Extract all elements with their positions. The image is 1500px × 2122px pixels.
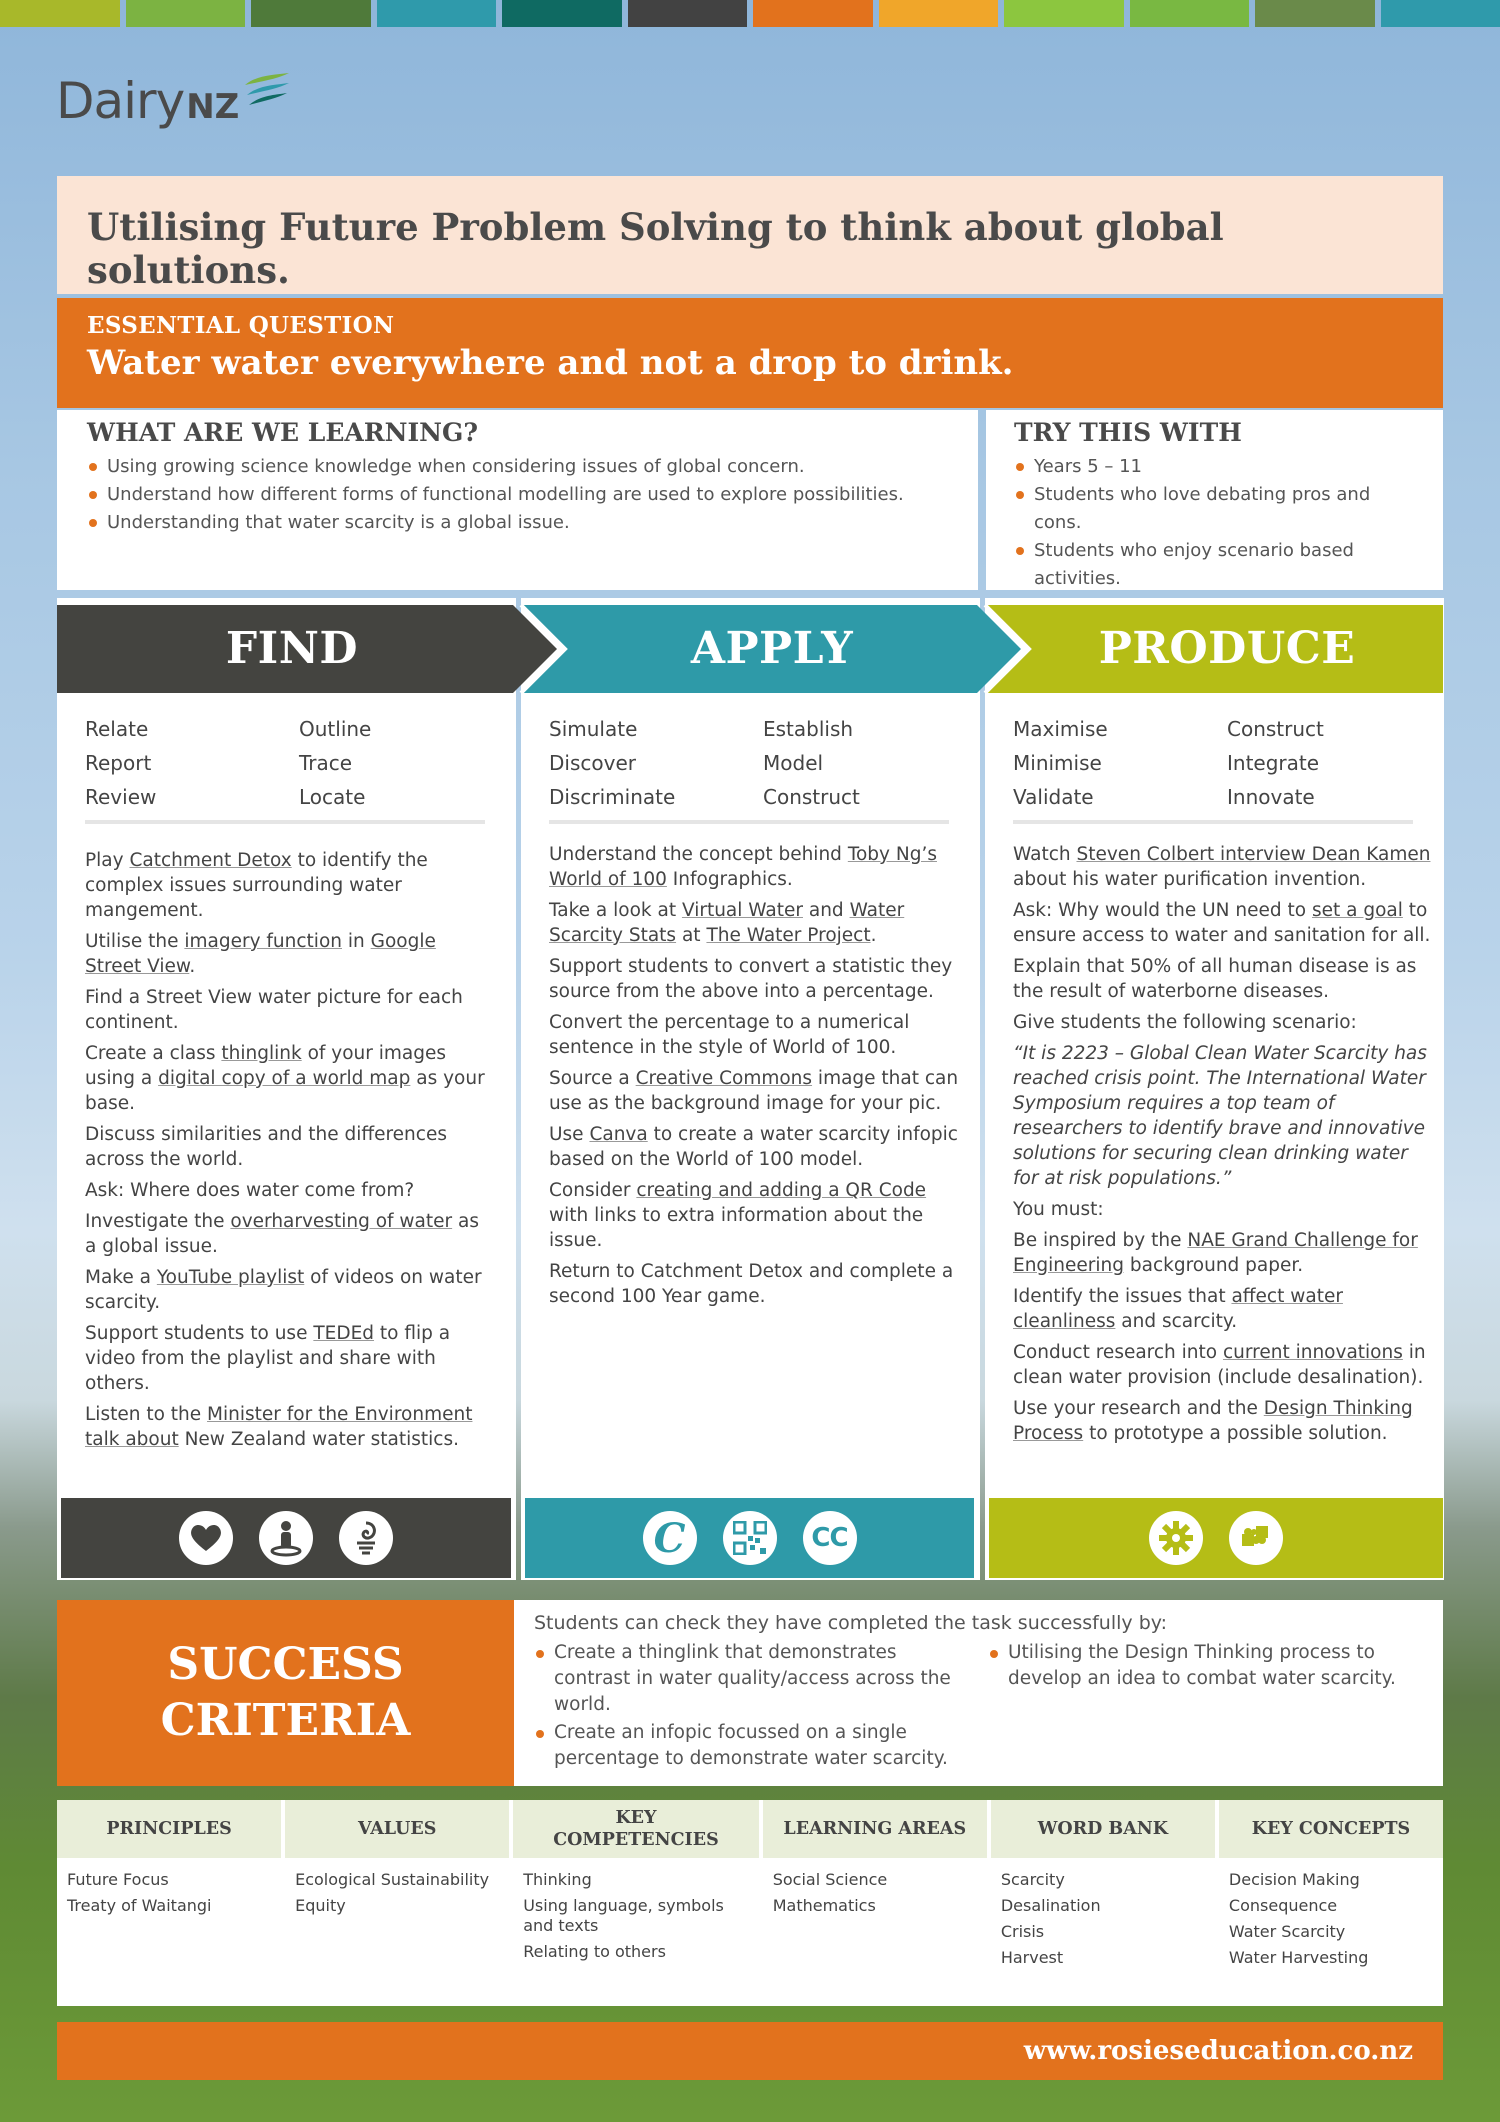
activity bbox=[1013, 1396, 1433, 1446]
strip-segment bbox=[377, 0, 497, 27]
verb: Report bbox=[85, 751, 152, 775]
puzzle-icon[interactable] bbox=[1229, 1511, 1283, 1565]
resource-link[interactable]: affect water cleanliness bbox=[1013, 1286, 1343, 1332]
verb: Integrate bbox=[1227, 751, 1320, 775]
activity-text: Play bbox=[85, 850, 130, 871]
resource-link[interactable]: overharvesting of water bbox=[230, 1211, 453, 1232]
strip-segment bbox=[1004, 0, 1124, 27]
list-item: Create a thinglink that demonstrates contrast in water quality/access across the world. bbox=[534, 1640, 964, 1718]
strip-segment bbox=[628, 0, 748, 27]
activity-text: Convert the percentage to a numerical sentence in the style of World of 100. bbox=[549, 1012, 910, 1058]
resource-link[interactable]: NAE Grand Challenge for Engineering bbox=[1013, 1230, 1418, 1276]
activity-text: You must: bbox=[1013, 1199, 1104, 1220]
activity bbox=[549, 898, 959, 948]
table-header: PRINCIPLES bbox=[57, 1800, 281, 1858]
verb: Review bbox=[85, 785, 157, 809]
activity bbox=[1013, 1197, 1433, 1222]
activity bbox=[1013, 842, 1433, 892]
verb: Maximise bbox=[1013, 717, 1108, 741]
activity-text: Return to Catchment Detox and complete a second 100 Year game. bbox=[549, 1261, 954, 1307]
resource-link[interactable]: Steven Colbert interview Dean Kamen bbox=[1076, 844, 1431, 865]
verb: Outline bbox=[299, 717, 372, 741]
verb: Minimise bbox=[1013, 751, 1102, 775]
activity-text: and scarcity. bbox=[1115, 1311, 1238, 1332]
list-item: Understanding that water scarcity is a global issue. bbox=[87, 509, 948, 537]
activity-text: “It is 2223 – Global Clean Water Scarcity has reached crisis point. The International Water Symposium requires a top team of researchers to identify brave and innovative solutions for securing clean drinking water for at risk populations.” bbox=[1013, 1043, 1427, 1189]
produce-label: PRODUCE bbox=[1098, 623, 1356, 674]
table-cell: Consequence bbox=[1228, 1896, 1338, 1915]
activity-text: Support students to convert a statistic they source from the above into a percentage. bbox=[549, 956, 953, 1002]
activity bbox=[85, 1041, 495, 1116]
find-label: FIND bbox=[225, 623, 359, 674]
activity-text: and bbox=[802, 900, 850, 921]
resource-link[interactable]: Toby Ng’s World of 100 bbox=[549, 844, 937, 890]
table-header: KEY CONCEPTS bbox=[1219, 1800, 1443, 1858]
activity bbox=[549, 1259, 959, 1309]
activity-text: Consider bbox=[549, 1180, 637, 1201]
strip-segment bbox=[753, 0, 873, 27]
activity-text: Understand the concept behind bbox=[549, 844, 848, 865]
table-cell: Water Harvesting bbox=[1228, 1948, 1369, 1967]
activity-text: to prototype a possible solution. bbox=[1083, 1423, 1388, 1444]
verb: Model bbox=[763, 751, 824, 775]
table-header: LEARNING AREAS bbox=[763, 1800, 987, 1858]
activity-text: to flip a video from the playlist and share with others. bbox=[85, 1323, 451, 1394]
find-icon-bar bbox=[61, 1498, 511, 1578]
table-column bbox=[1219, 1800, 1443, 2006]
activity-text: Take a look at bbox=[549, 900, 682, 921]
table-column bbox=[991, 1800, 1219, 2006]
activity bbox=[549, 1066, 959, 1116]
activity-text: Use bbox=[549, 1124, 590, 1145]
table-cell: Future Focus bbox=[67, 1870, 169, 1889]
activity bbox=[85, 1321, 495, 1396]
activity-text: Support students to use bbox=[85, 1323, 314, 1344]
find-verbs bbox=[85, 714, 485, 812]
table-cell: Scarcity bbox=[1000, 1870, 1065, 1889]
activity-text: Explain that 50% of all human disease is as the result of waterborne diseases. bbox=[1013, 956, 1417, 1002]
activity-text: with links to extra information about the issue. bbox=[549, 1205, 924, 1251]
activity bbox=[549, 1010, 959, 1060]
table-column bbox=[285, 1800, 513, 2006]
activity-text: in bbox=[342, 931, 371, 952]
activity-text: Infographics. bbox=[666, 869, 793, 890]
activity bbox=[1013, 1041, 1433, 1191]
table-cell: Harvest bbox=[1000, 1948, 1064, 1967]
activity-text: Use your research and the bbox=[1013, 1398, 1264, 1419]
activity bbox=[1013, 1284, 1433, 1334]
activity-text: to ensure access to water and sanitation for all. bbox=[1013, 900, 1431, 946]
resource-link[interactable]: set a goal bbox=[1311, 900, 1403, 921]
list-item: Utilising the Design Thinking process to develop an idea to combat water scarcity. bbox=[988, 1640, 1418, 1692]
activity-text: Discuss similarities and the differences across the world. bbox=[85, 1124, 447, 1170]
resource-link[interactable]: YouTube playlist bbox=[156, 1267, 305, 1288]
activity-text: in clean water provision (include desalination). bbox=[1013, 1342, 1426, 1388]
page-title: Utilising Future Problem Solving to think about global solutions. bbox=[87, 205, 1224, 292]
resource-link[interactable]: Water Scarcity Stats bbox=[549, 900, 905, 946]
divider bbox=[1013, 820, 1413, 824]
essential-question-label: ESSENTIAL QUESTION bbox=[87, 312, 395, 339]
strip-segment bbox=[1255, 0, 1375, 27]
produce-column bbox=[985, 598, 1444, 1580]
activity bbox=[85, 1265, 495, 1315]
person-icon[interactable] bbox=[259, 1511, 313, 1565]
table-column bbox=[513, 1800, 762, 2006]
resource-link[interactable]: creating and adding a QR Code bbox=[636, 1180, 927, 1201]
table-header: WORD BANK bbox=[991, 1800, 1215, 1858]
table-cell: Thinking bbox=[523, 1870, 592, 1889]
learning-box bbox=[57, 410, 978, 590]
table-cell: Mathematics bbox=[772, 1896, 876, 1915]
divider bbox=[549, 820, 949, 824]
logo-brand: Dairy bbox=[56, 72, 185, 130]
activity bbox=[549, 1122, 959, 1172]
list-item: Students who love debating pros and cons. bbox=[1014, 481, 1415, 537]
try-this-list bbox=[1014, 453, 1415, 593]
activity-text: as your base. bbox=[85, 1068, 485, 1114]
header bbox=[57, 176, 1443, 294]
activity-text: Ask: Why would the UN need to bbox=[1013, 900, 1312, 921]
table-header: KEY COMPETENCIES bbox=[513, 1800, 758, 1858]
strip-segment bbox=[502, 0, 622, 27]
resource-link[interactable]: Virtual Water bbox=[681, 900, 803, 921]
table-column bbox=[57, 1800, 285, 2006]
activity-text: to create a water scarcity infopic based on the World of 100 model. bbox=[549, 1124, 958, 1170]
activity-text: as a global issue. bbox=[85, 1211, 479, 1257]
apply-verbs bbox=[549, 714, 949, 812]
activity-text: of your images using a bbox=[85, 1043, 447, 1089]
success-list-right bbox=[988, 1640, 1418, 1772]
apply-column bbox=[521, 598, 980, 1580]
activity-text: Watch bbox=[1013, 844, 1077, 865]
verb: Locate bbox=[299, 785, 366, 809]
find-activities bbox=[85, 848, 495, 1458]
resource-link[interactable]: Catchment Detox bbox=[129, 850, 292, 871]
qr-code-icon[interactable] bbox=[723, 1511, 777, 1565]
activity-text: Give students the following scenario: bbox=[1013, 1012, 1357, 1033]
list-item: Using growing science knowledge when considering issues of global concern. bbox=[87, 453, 948, 481]
produce-icon-bar bbox=[989, 1498, 1443, 1578]
table-cell: Social Science bbox=[772, 1870, 888, 1889]
footer-url[interactable]: www.rosieseducation.co.nz bbox=[57, 2022, 1443, 2080]
activity-text: Investigate the bbox=[85, 1211, 231, 1232]
verb: Trace bbox=[299, 751, 353, 775]
activity-text: New Zealand water statistics. bbox=[178, 1429, 459, 1450]
strip-segment bbox=[879, 0, 999, 27]
activity bbox=[85, 848, 495, 923]
find-column bbox=[57, 598, 516, 1580]
verb: Simulate bbox=[549, 717, 638, 741]
activity bbox=[549, 842, 959, 892]
learning-list bbox=[87, 453, 948, 537]
success-list-left bbox=[534, 1640, 964, 1772]
table-cell: Water Scarcity bbox=[1228, 1922, 1346, 1941]
try-this-title: TRY THIS WITH bbox=[1014, 418, 1242, 447]
activity-text: background paper. bbox=[1124, 1255, 1304, 1276]
resource-link[interactable]: Minister for the Environment talk about bbox=[85, 1404, 473, 1450]
table-column bbox=[763, 1800, 991, 2006]
top-color-strip bbox=[0, 0, 1500, 27]
activity-text: of videos on water scarcity. bbox=[85, 1267, 482, 1313]
activity-text: Identify the issues that bbox=[1013, 1286, 1232, 1307]
activity bbox=[85, 1402, 495, 1452]
resource-link[interactable]: Creative Commons bbox=[635, 1068, 813, 1089]
resource-link[interactable]: The Water Project bbox=[706, 925, 871, 946]
apply-icon-bar bbox=[525, 1498, 974, 1578]
activity bbox=[85, 929, 495, 979]
table-cell: Equity bbox=[295, 1896, 346, 1915]
activity-text: Conduct research into bbox=[1013, 1342, 1223, 1363]
table-cell: Using language, symbols and texts bbox=[523, 1896, 724, 1935]
verb: Validate bbox=[1013, 785, 1094, 809]
activity bbox=[1013, 954, 1433, 1004]
divider bbox=[85, 820, 485, 824]
gear-icon[interactable] bbox=[1149, 1511, 1203, 1565]
activity bbox=[549, 1178, 959, 1253]
activity-text: Be inspired by the bbox=[1013, 1230, 1188, 1251]
essential-question-text: Water water everywhere and not a drop to drink. bbox=[87, 343, 1014, 383]
logo-swoosh-icon bbox=[243, 71, 291, 111]
strip-segment bbox=[0, 0, 120, 27]
essential-question bbox=[57, 298, 1443, 408]
activity bbox=[1013, 1010, 1433, 1035]
success-criteria-label bbox=[57, 1600, 514, 1786]
table-cell: Relating to others bbox=[523, 1942, 666, 1961]
table-header: VALUES bbox=[285, 1800, 509, 1858]
resource-link[interactable]: current innovations bbox=[1222, 1342, 1403, 1363]
strip-segment bbox=[1130, 0, 1250, 27]
table-cell: Decision Making bbox=[1228, 1870, 1360, 1889]
heart-icon[interactable] bbox=[179, 1511, 233, 1565]
resource-link[interactable]: thinglink bbox=[221, 1043, 302, 1064]
table-cell: Treaty of Waitangi bbox=[67, 1896, 212, 1915]
success-criteria-body bbox=[514, 1600, 1443, 1786]
resource-link[interactable]: imagery function bbox=[184, 931, 342, 952]
activity bbox=[549, 954, 959, 1004]
apply-label: APPLY bbox=[690, 623, 854, 674]
activity bbox=[85, 985, 495, 1035]
produce-verbs bbox=[1013, 714, 1413, 812]
verb: Discover bbox=[549, 751, 636, 775]
verb: Establish bbox=[763, 717, 854, 741]
resource-link[interactable]: Canva bbox=[589, 1124, 648, 1145]
activity bbox=[1013, 898, 1433, 948]
activity-text: Find a Street View water picture for each continent. bbox=[85, 987, 463, 1033]
strip-segment bbox=[251, 0, 371, 27]
find-apply-produce-banner bbox=[57, 605, 1443, 693]
verb: Construct bbox=[763, 785, 860, 809]
activity bbox=[85, 1178, 495, 1203]
activity-text: Listen to the bbox=[85, 1404, 208, 1425]
success-label-line2: CRITERIA bbox=[160, 1695, 411, 1746]
learning-title: WHAT ARE WE LEARNING? bbox=[87, 418, 479, 447]
resource-link[interactable]: Design Thinking Process bbox=[1013, 1398, 1413, 1444]
activity-text: at bbox=[676, 925, 707, 946]
list-item: Students who enjoy scenario based activities. bbox=[1014, 537, 1415, 593]
resource-link[interactable]: Google Street View bbox=[85, 931, 436, 977]
dairynz-logo bbox=[56, 66, 291, 136]
activity-text: to identify the complex issues surrounding water mangement. bbox=[85, 850, 428, 921]
resource-link[interactable]: TEDEd bbox=[313, 1323, 375, 1344]
activity bbox=[1013, 1228, 1433, 1278]
list-item: Understand how different forms of functional modelling are used to explore possibilities. bbox=[87, 481, 948, 509]
activity-text: . bbox=[189, 956, 196, 977]
canva-icon[interactable]: C bbox=[643, 1511, 697, 1565]
strip-segment bbox=[126, 0, 246, 27]
table-cell: Desalination bbox=[1000, 1896, 1101, 1915]
activity-text: Utilise the bbox=[85, 931, 185, 952]
verb: Relate bbox=[85, 717, 149, 741]
verb: Discriminate bbox=[549, 785, 676, 809]
activity bbox=[85, 1122, 495, 1172]
activity-text: Make a bbox=[85, 1267, 157, 1288]
activity-text: image that can use as the background image for your pic. bbox=[549, 1068, 959, 1114]
success-label-line1: SUCCESS bbox=[167, 1639, 404, 1690]
creative-commons-icon[interactable]: CC bbox=[803, 1511, 857, 1565]
activity-text: Source a bbox=[549, 1068, 636, 1089]
curriculum-table bbox=[57, 1800, 1443, 2006]
resource-link[interactable]: digital copy of a world map bbox=[158, 1068, 411, 1089]
verb: Construct bbox=[1227, 717, 1324, 741]
verb: Innovate bbox=[1227, 785, 1315, 809]
list-item: Create an infopic focussed on a single percentage to demonstrate water scarcity. bbox=[534, 1720, 964, 1772]
strip-segment bbox=[1381, 0, 1500, 27]
apply-activities bbox=[549, 842, 959, 1315]
try-this-box bbox=[986, 410, 1443, 590]
table-cell: Crisis bbox=[1000, 1922, 1045, 1941]
activity-text: Ask: Where does water come from? bbox=[85, 1180, 415, 1201]
activity-text: about his water purification invention. bbox=[1013, 869, 1367, 890]
activity-text: Create a class bbox=[85, 1043, 222, 1064]
table-cell: Ecological Sustainability bbox=[295, 1870, 490, 1889]
spiral-icon[interactable] bbox=[339, 1511, 393, 1565]
produce-activities bbox=[1013, 842, 1433, 1452]
logo-suffix: NZ bbox=[186, 87, 240, 127]
activity-text: . bbox=[870, 925, 877, 946]
list-item: Years 5 – 11 bbox=[1014, 453, 1415, 481]
success-intro: Students can check they have completed the task successfully by: bbox=[534, 1612, 1168, 1634]
activity bbox=[1013, 1340, 1433, 1390]
activity bbox=[85, 1209, 495, 1259]
